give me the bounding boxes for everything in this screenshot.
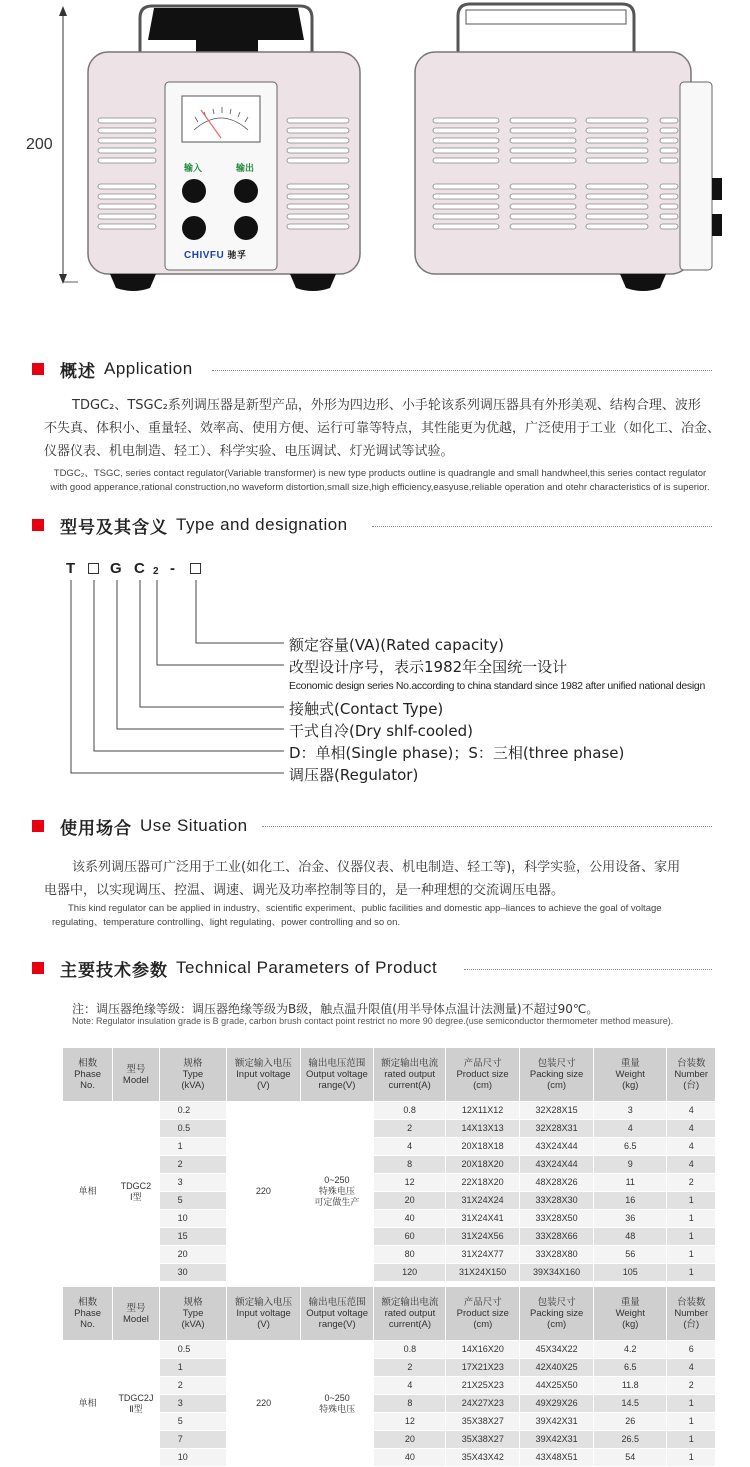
type-cell: 1 xyxy=(160,1359,227,1376)
table-header-cell xyxy=(63,1287,112,1340)
current-cell: 20 xyxy=(374,1192,445,1209)
number-cell: 4 xyxy=(667,1156,715,1173)
product-size-cell: 31X24X56 xyxy=(446,1228,519,1245)
product-size-cell: 35X43X42 xyxy=(446,1449,519,1466)
header-line: Model xyxy=(122,1074,149,1086)
height-dimension-label: 200 xyxy=(26,136,53,153)
header-line: 规格 xyxy=(183,1058,203,1069)
table-header-cell xyxy=(301,1048,374,1101)
table-row xyxy=(63,1228,715,1245)
weight-cell: 26.5 xyxy=(594,1431,666,1448)
header-line: (cm) xyxy=(547,1080,567,1091)
table-row xyxy=(63,1341,715,1358)
header-line: Input voltage xyxy=(236,1069,291,1080)
type-cell: 2 xyxy=(160,1156,227,1173)
number-cell: 1 xyxy=(667,1395,715,1412)
header-line: 规格 xyxy=(183,1297,203,1308)
header-line: Weight xyxy=(615,1308,645,1319)
packing-size-cell: 33X28X30 xyxy=(520,1192,593,1209)
desc-rated-capacity: 额定容量(VA)(Rated capacity) xyxy=(289,636,504,654)
header-line: 台装数 xyxy=(676,1058,706,1069)
model-cell xyxy=(113,1102,158,1281)
red-square-icon xyxy=(32,820,44,832)
header-line: No. xyxy=(80,1080,95,1091)
header-line: (kg) xyxy=(622,1080,639,1091)
table-header-cell xyxy=(446,1287,519,1340)
number-cell: 1 xyxy=(667,1431,715,1448)
header-line: Weight xyxy=(615,1069,645,1080)
table-header-cell xyxy=(446,1048,519,1101)
header-line: Output voltage xyxy=(306,1308,369,1319)
table-header-cell xyxy=(160,1287,227,1340)
table-row xyxy=(63,1210,715,1227)
packing-size-cell: 32X28X31 xyxy=(520,1120,593,1137)
use-text-2: 电器中，以实现调压、控温、调速、调光及功率控制等目的，是一种理想的交流调压电器。 xyxy=(44,883,565,898)
header-line: (cm) xyxy=(473,1319,493,1330)
phase-cell: 单相 xyxy=(63,1102,112,1281)
type-cell: 0.2 xyxy=(160,1102,227,1119)
table-header-cell xyxy=(227,1287,299,1340)
table-header-cell xyxy=(594,1287,666,1340)
weight-cell: 48 xyxy=(594,1228,666,1245)
current-cell: 2 xyxy=(374,1359,445,1376)
header-line: (V) xyxy=(257,1080,270,1091)
application-text-en-1: TDGC₂、TSGC, series contact regulator(Variable transformer) is new type products outline is quadrangle and small handwheel,this series contact regulator xyxy=(53,468,707,479)
header-line: (台) xyxy=(683,1080,700,1091)
table-header-cell xyxy=(667,1287,715,1340)
packing-size-cell: 33X28X50 xyxy=(520,1210,593,1227)
packing-size-cell: 44X25X50 xyxy=(520,1377,593,1394)
header-line: current(A) xyxy=(388,1080,431,1091)
section-application-header: 概述 Application xyxy=(32,358,193,380)
number-cell: 1 xyxy=(667,1264,715,1281)
model-name: TDGC2 xyxy=(120,1180,152,1191)
product-size-cell: 35X38X27 xyxy=(446,1431,519,1448)
packing-size-cell: 42X40X25 xyxy=(520,1359,593,1376)
table-row xyxy=(63,1102,715,1119)
product-size-cell: 24X27X23 xyxy=(446,1395,519,1412)
code-sub: 2 xyxy=(153,566,159,577)
packing-size-cell: 32X28X15 xyxy=(520,1102,593,1119)
table-row xyxy=(63,1138,715,1155)
header-line: (kVA) xyxy=(181,1319,205,1330)
product-size-cell: 31X24X24 xyxy=(446,1192,519,1209)
type-cell: 10 xyxy=(160,1449,227,1466)
header-line: range(V) xyxy=(318,1080,356,1091)
divider xyxy=(372,526,712,527)
header-line: Phase xyxy=(74,1308,102,1319)
current-cell: 80 xyxy=(374,1246,445,1263)
brand-logo: CHIVFU 驰孚 xyxy=(184,250,247,261)
table-row xyxy=(63,1359,715,1376)
weight-cell: 4.2 xyxy=(594,1341,666,1358)
header-line: Type xyxy=(182,1069,204,1080)
desc-design-series: 改型设计序号，表示1982年全国统一设计 xyxy=(289,658,568,676)
current-cell: 60 xyxy=(374,1228,445,1245)
code-c: C xyxy=(134,560,145,577)
header-line: Input voltage xyxy=(236,1308,291,1319)
product-size-cell: 31X24X41 xyxy=(446,1210,519,1227)
weight-cell: 3 xyxy=(594,1102,666,1119)
red-square-icon xyxy=(32,363,44,375)
packing-size-cell: 49X29X26 xyxy=(520,1395,593,1412)
use-text-en-1: This kind regulator can be applied in industry、scientific experiment、public facilities and domestic app–liances to achieve the goal of voltage xyxy=(68,903,662,914)
number-cell: 1 xyxy=(667,1210,715,1227)
type-cell: 0.5 xyxy=(160,1341,227,1358)
header-line: (kg) xyxy=(622,1319,639,1330)
table-header-cell xyxy=(520,1048,593,1101)
header-line: 型号 xyxy=(126,1302,146,1314)
type-cell: 30 xyxy=(160,1264,227,1281)
header-line: 产品尺寸 xyxy=(463,1297,502,1308)
packing-size-cell: 33X28X80 xyxy=(520,1246,593,1263)
type-cell: 10 xyxy=(160,1210,227,1227)
header-line: 输出电压范围 xyxy=(308,1058,366,1069)
header-line: (V) xyxy=(257,1319,270,1330)
header-line: 相数 xyxy=(78,1058,98,1069)
product-drawing xyxy=(0,0,750,300)
code-dash: - xyxy=(170,560,175,577)
type-cell: 3 xyxy=(160,1395,227,1412)
weight-cell: 36 xyxy=(594,1210,666,1227)
code-box-capacity xyxy=(190,563,201,574)
divider xyxy=(464,969,712,970)
header-line: (cm) xyxy=(547,1319,567,1330)
model-sub: Ⅰ型 xyxy=(130,1191,142,1202)
params-note-en: Note: Regulator insulation grade is B grade, carbon brush contact point restrict no more 90 degree.(use semiconductor thermometer method measure). xyxy=(72,1016,674,1026)
type-cell: 3 xyxy=(160,1174,227,1191)
range-cell xyxy=(301,1341,374,1466)
table-header-cell xyxy=(113,1048,158,1101)
weight-cell: 11 xyxy=(594,1174,666,1191)
weight-cell: 11.8 xyxy=(594,1377,666,1394)
number-cell: 6 xyxy=(667,1341,715,1358)
side-view xyxy=(415,4,722,291)
code-box-phase xyxy=(88,563,99,574)
header-line: 额定输出电流 xyxy=(381,1297,439,1308)
table-row xyxy=(63,1174,715,1191)
table-header-row xyxy=(63,1287,715,1340)
range-line: 特殊电压 xyxy=(319,1403,356,1414)
table-header-cell xyxy=(594,1048,666,1101)
type-cell: 15 xyxy=(160,1228,227,1245)
model-sub: Ⅱ型 xyxy=(129,1403,143,1414)
current-cell: 40 xyxy=(374,1449,445,1466)
packing-size-cell: 39X42X31 xyxy=(520,1431,593,1448)
product-size-cell: 14X13X13 xyxy=(446,1120,519,1137)
section-use-header: 使用场合 Use Situation xyxy=(32,815,248,837)
product-size-cell: 20X18X18 xyxy=(446,1138,519,1155)
header-line: 重量 xyxy=(620,1297,640,1308)
table-row xyxy=(63,1449,715,1466)
use-text-1: 该系列调压器可广泛用于工业(如化工、冶金、仪器仪表、机电制造、轻工等)，科学实验，公用设备、家用 xyxy=(72,860,681,875)
product-size-cell: 14X16X20 xyxy=(446,1341,519,1358)
header-line: 包装尺寸 xyxy=(537,1297,576,1308)
current-cell: 8 xyxy=(374,1156,445,1173)
header-line: Product size xyxy=(456,1069,509,1080)
number-cell: 1 xyxy=(667,1449,715,1466)
header-line: Product size xyxy=(456,1308,509,1319)
type-cell: 5 xyxy=(160,1413,227,1430)
current-cell: 12 xyxy=(374,1413,445,1430)
desc-phase: D：单相(Single phase)；S：三相(three phase) xyxy=(289,744,625,762)
current-cell: 40 xyxy=(374,1210,445,1227)
weight-cell: 6.5 xyxy=(594,1138,666,1155)
table-header-cell xyxy=(374,1048,445,1101)
product-size-cell: 22X18X20 xyxy=(446,1174,519,1191)
table-header-cell xyxy=(301,1287,374,1340)
current-cell: 12 xyxy=(374,1174,445,1191)
type-cell: 7 xyxy=(160,1431,227,1448)
current-cell: 4 xyxy=(374,1377,445,1394)
current-cell: 4 xyxy=(374,1138,445,1155)
number-cell: 1 xyxy=(667,1413,715,1430)
range-line: 0~250 xyxy=(324,1392,350,1403)
red-square-icon xyxy=(32,962,44,974)
application-text-en-2: with good apperance,rational construction,no waveform distortion,small size,high efficiency,easyuse,reliable operation and otehr characteristics of is superior. xyxy=(50,482,710,493)
range-line: 特殊电压 xyxy=(318,1186,355,1196)
packing-size-cell: 43X24X44 xyxy=(520,1138,593,1155)
product-size-cell: 31X24X77 xyxy=(446,1246,519,1263)
params-note: 注：调压器绝缘等级：调压器绝缘等级为B级，触点温升限值(用半导体点温计法测量)不超过90℃。 xyxy=(72,1002,599,1016)
desc-contact-type: 接触式(Contact Type) xyxy=(289,700,444,718)
application-text-1: TDGC₂、TSGC₂系列调压器是新型产品，外形为四边形、小手轮该系列调压器具有外形美观、结构合理、波形 xyxy=(72,398,701,413)
packing-size-cell: 48X28X26 xyxy=(520,1174,593,1191)
current-cell: 0.8 xyxy=(374,1341,445,1358)
header-line: Type xyxy=(182,1308,204,1319)
table-row xyxy=(63,1246,715,1263)
table-header-cell xyxy=(113,1287,159,1340)
header-line: 额定输入电压 xyxy=(234,1058,292,1069)
weight-cell: 26 xyxy=(594,1413,666,1430)
number-cell: 2 xyxy=(667,1377,715,1394)
packing-size-cell: 39X42X31 xyxy=(520,1413,593,1430)
packing-size-cell: 45X34X22 xyxy=(520,1341,593,1358)
type-cell: 5 xyxy=(160,1192,227,1209)
table-row xyxy=(63,1192,715,1209)
model-name: TDGC2J xyxy=(118,1392,154,1403)
red-square-icon xyxy=(32,519,44,531)
spec-table-type-1 xyxy=(62,1047,716,1282)
table-row xyxy=(63,1395,715,1412)
product-size-cell: 17X21X23 xyxy=(446,1359,519,1376)
range-line: 可定做生产 xyxy=(314,1197,360,1207)
table-header-cell xyxy=(520,1287,593,1340)
table-row xyxy=(63,1120,715,1137)
weight-cell: 9 xyxy=(594,1156,666,1173)
code-g: G xyxy=(110,560,122,577)
product-size-cell: 12X11X12 xyxy=(446,1102,519,1119)
application-text-2: 不失真、体积小、重量轻、效率高、使用方便、运行可靠等特点，其性能更为优越，广泛使用于工业（如化工、冶金、 xyxy=(44,421,721,436)
table-row xyxy=(63,1264,715,1281)
desc-regulator: 调压器(Regulator) xyxy=(289,766,419,784)
packing-size-cell: 33X28X66 xyxy=(520,1228,593,1245)
divider xyxy=(212,370,712,371)
product-size-cell: 21X25X23 xyxy=(446,1377,519,1394)
section-params-header: 主要技术参数 Technical Parameters of Product xyxy=(32,957,437,979)
number-cell: 2 xyxy=(667,1174,715,1191)
code-t: T xyxy=(66,560,76,577)
header-line: Number xyxy=(674,1308,709,1319)
header-line: 型号 xyxy=(126,1063,146,1075)
header-line: 产品尺寸 xyxy=(463,1058,502,1069)
table-header-cell xyxy=(667,1048,715,1101)
header-line: (cm) xyxy=(473,1080,493,1091)
header-line: Packing size xyxy=(529,1069,584,1080)
header-line: 重量 xyxy=(620,1058,640,1069)
voltage-cell: 220 xyxy=(227,1341,299,1466)
table-row xyxy=(63,1156,715,1173)
table-header-cell xyxy=(160,1048,227,1101)
packing-size-cell: 43X24X44 xyxy=(520,1156,593,1173)
type-cell: 2 xyxy=(160,1377,227,1394)
weight-cell: 16 xyxy=(594,1192,666,1209)
type-cell: 20 xyxy=(160,1246,227,1263)
table-header-cell xyxy=(227,1048,299,1101)
weight-cell: 54 xyxy=(594,1449,666,1466)
table-header-row xyxy=(63,1048,715,1101)
header-line: rated output xyxy=(384,1308,436,1319)
use-text-en-2: regulating、temperature controlling、light regulating、power controlling and so on. xyxy=(52,917,401,928)
number-cell: 4 xyxy=(667,1138,715,1155)
table-row xyxy=(63,1413,715,1430)
header-line: Model xyxy=(123,1313,149,1325)
header-line: No. xyxy=(80,1319,95,1330)
type-cell: 1 xyxy=(160,1138,227,1155)
number-cell: 1 xyxy=(667,1246,715,1263)
section-designation-header: 型号及其含义 Type and designation xyxy=(32,514,348,536)
product-size-cell: 35X38X27 xyxy=(446,1413,519,1430)
header-line: (台) xyxy=(683,1319,700,1330)
number-cell: 1 xyxy=(667,1192,715,1209)
header-line: (kVA) xyxy=(181,1080,205,1091)
header-line: 额定输入电压 xyxy=(235,1297,293,1308)
current-cell: 2 xyxy=(374,1120,445,1137)
header-line: Output voltage xyxy=(305,1069,368,1080)
model-cell xyxy=(113,1341,159,1466)
current-cell: 0.8 xyxy=(374,1102,445,1119)
number-cell: 4 xyxy=(667,1120,715,1137)
header-line: Number xyxy=(674,1069,709,1080)
weight-cell: 6.5 xyxy=(594,1359,666,1376)
header-line: 包装尺寸 xyxy=(537,1058,576,1069)
header-line: 相数 xyxy=(78,1297,98,1308)
header-line: range(V) xyxy=(318,1319,356,1330)
voltage-cell: 220 xyxy=(227,1102,299,1281)
current-cell: 8 xyxy=(374,1395,445,1412)
header-line: current(A) xyxy=(388,1319,432,1330)
divider xyxy=(262,826,712,827)
current-cell: 120 xyxy=(374,1264,445,1281)
weight-cell: 56 xyxy=(594,1246,666,1263)
weight-cell: 14.5 xyxy=(594,1395,666,1412)
range-line: 0~250 xyxy=(324,1175,350,1185)
table-row xyxy=(63,1377,715,1394)
type-cell: 0.5 xyxy=(160,1120,227,1137)
header-line: Phase xyxy=(74,1069,102,1080)
phase-cell: 单相 xyxy=(63,1341,112,1466)
header-line: 额定输出电流 xyxy=(381,1058,439,1069)
weight-cell: 105 xyxy=(594,1264,666,1281)
table-header-cell xyxy=(374,1287,445,1340)
desc-cooling: 干式自冷(Dry shlf-cooled) xyxy=(289,722,473,740)
number-cell: 1 xyxy=(667,1228,715,1245)
packing-size-cell: 39X34X160 xyxy=(520,1264,593,1281)
number-cell: 4 xyxy=(667,1359,715,1376)
meter-input-label: 输入 xyxy=(184,164,203,174)
spec-table-type-2 xyxy=(62,1286,716,1467)
product-size-cell: 31X24X150 xyxy=(446,1264,519,1281)
application-text-3: 仪器仪表、机电制造、轻工）、科学实验、电压调试、灯光调试等试验。 xyxy=(44,444,454,459)
number-cell: 4 xyxy=(667,1102,715,1119)
weight-cell: 4 xyxy=(594,1120,666,1137)
table-row xyxy=(63,1431,715,1448)
desc-design-series-en: Economic design series No.according to china standard since 1982 after unified national design xyxy=(289,680,705,692)
header-line: rated output xyxy=(384,1069,435,1080)
header-line: 输出电压范围 xyxy=(308,1297,366,1308)
header-line: Packing size xyxy=(529,1308,584,1319)
current-cell: 20 xyxy=(374,1431,445,1448)
table-header-cell xyxy=(63,1048,112,1101)
designation-leader-lines xyxy=(0,575,300,785)
meter-output-label: 输出 xyxy=(236,164,255,174)
range-cell xyxy=(301,1102,374,1281)
header-line: 台装数 xyxy=(676,1297,706,1308)
packing-size-cell: 43X48X51 xyxy=(520,1449,593,1466)
product-size-cell: 20X18X20 xyxy=(446,1156,519,1173)
